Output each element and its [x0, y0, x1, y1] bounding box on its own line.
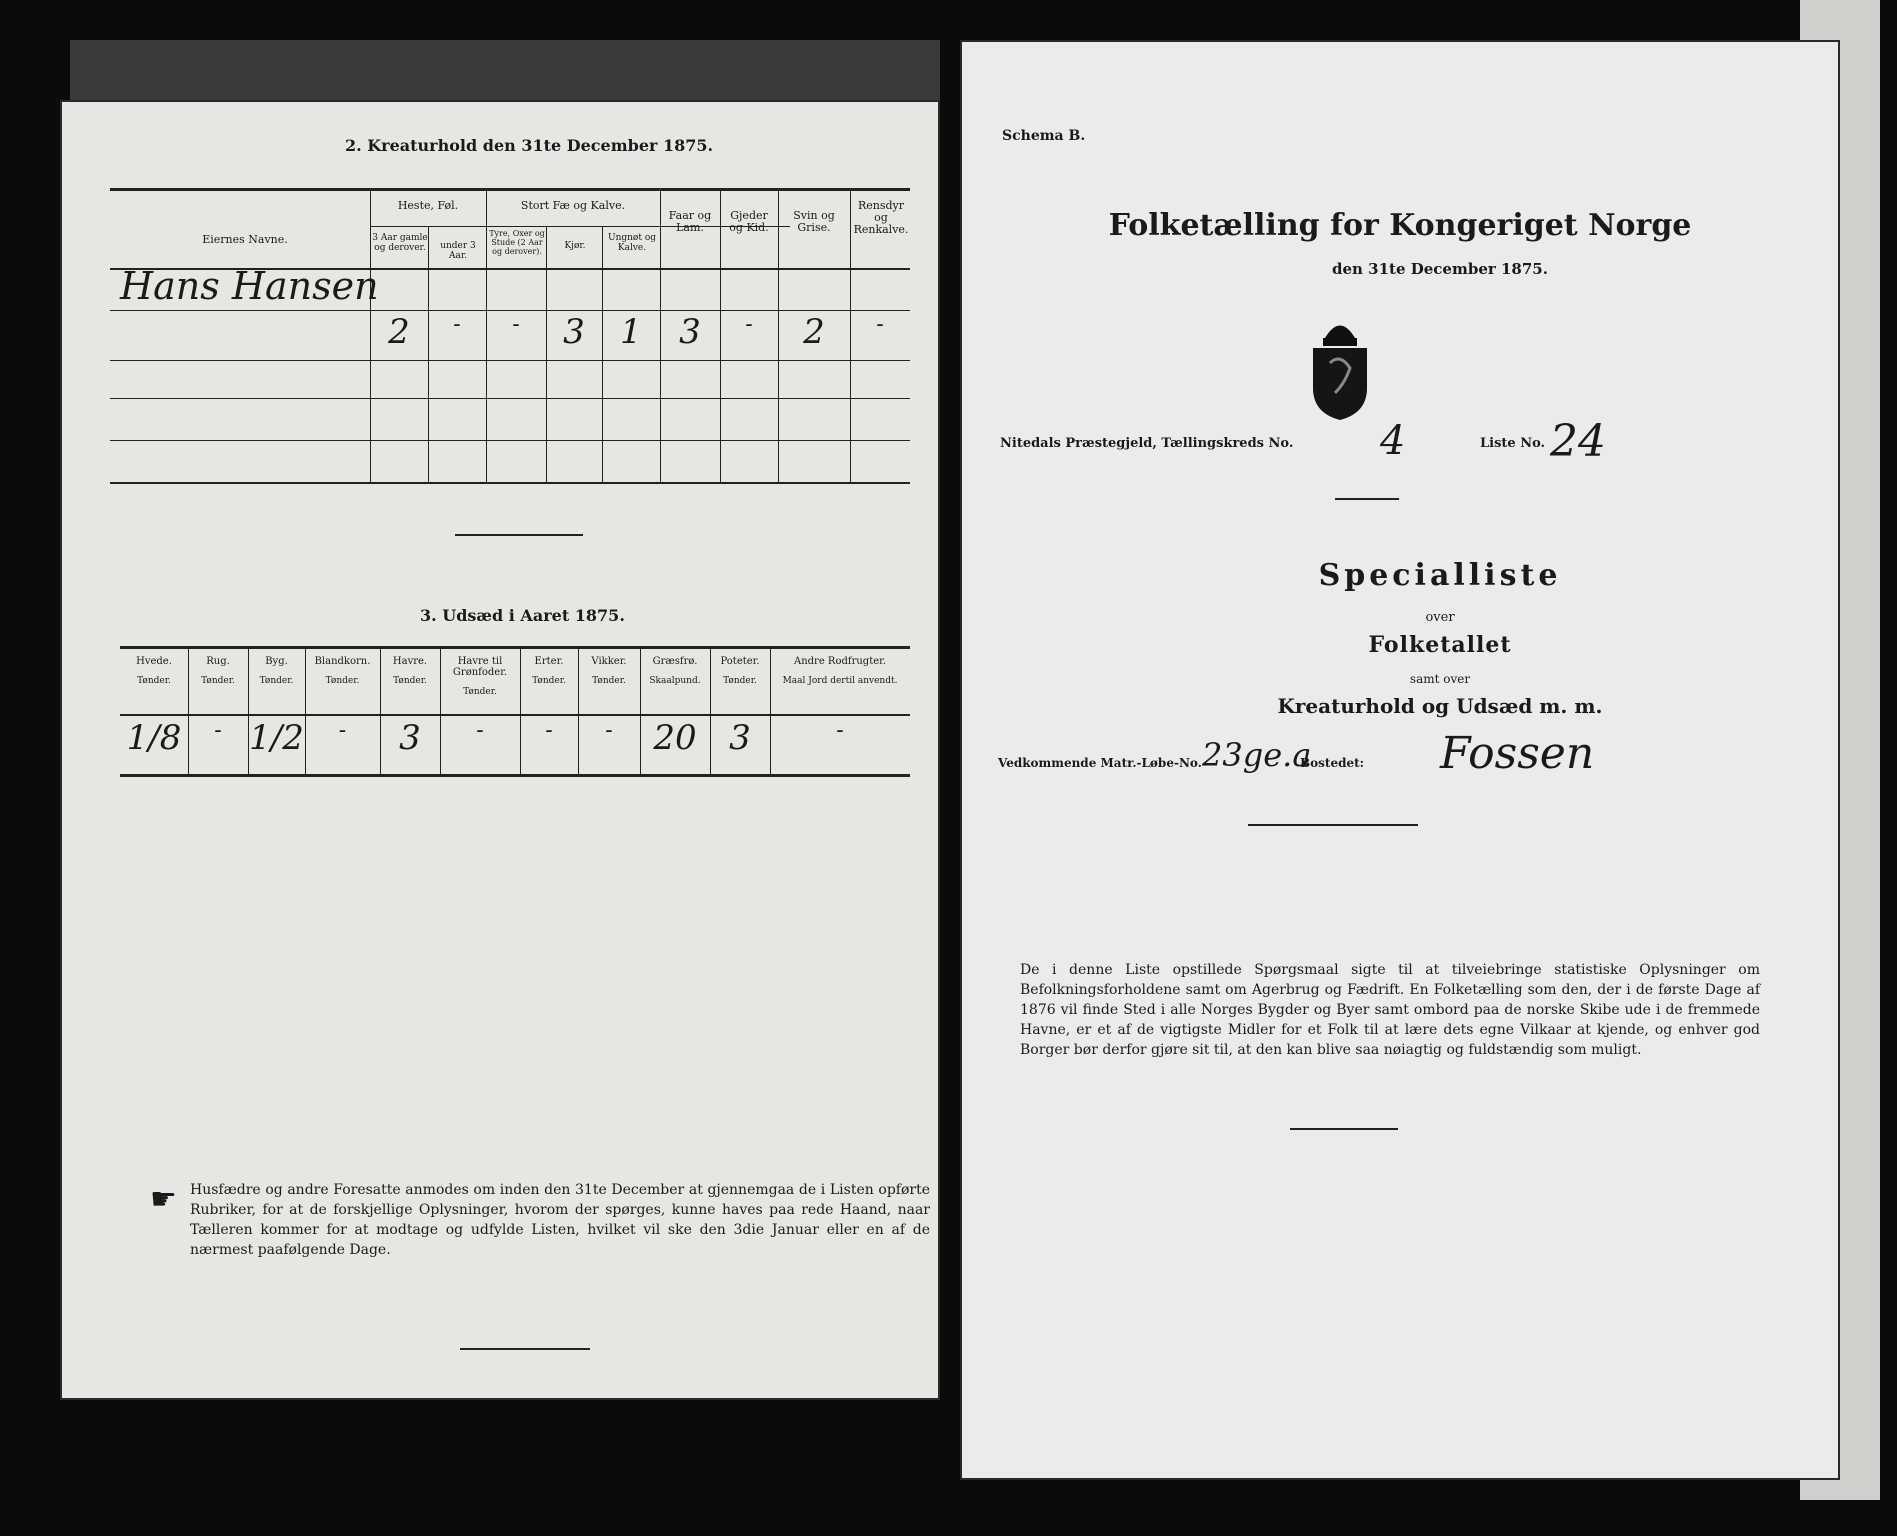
matr-label: Vedkommende Matr.-Løbe-No. [998, 756, 1202, 770]
crop-value: - [605, 718, 613, 743]
livestock-value: 2 [388, 312, 410, 352]
livestock-value: 1 [620, 312, 642, 352]
sub-header: under 3 Aar. [440, 241, 476, 261]
owner-header: Eiernes Navne. [202, 233, 288, 246]
crop-header [380, 656, 440, 687]
coat-of-arms-icon [1305, 308, 1375, 427]
crop-name: Havre. [392, 656, 428, 667]
pointing-hand-icon: ☛ [150, 1182, 177, 1217]
folketallet-label: Folketallet [1368, 632, 1512, 658]
crop-header [188, 656, 248, 687]
livestock-value: - [745, 312, 753, 337]
crop-name: Andre Rodfrugter. [793, 656, 886, 667]
crop-value: 3 [399, 718, 421, 758]
crop-header [520, 656, 578, 687]
crop-name: Hvede. [136, 656, 172, 667]
divider [455, 534, 583, 536]
crop-value: 1/2 [249, 718, 304, 758]
faar-header: Faar og Lam. [668, 209, 712, 235]
livestock-value: 3 [563, 312, 585, 352]
schema-label: Schema B. [1002, 128, 1086, 144]
crop-name: Erter. [534, 656, 564, 667]
crop-header [440, 656, 520, 698]
crop-value: 20 [653, 718, 697, 758]
crop-unit: Tønder. [137, 676, 171, 686]
census-title: Folketælling for Kongeriget Norge [1108, 208, 1692, 243]
sub-header: 3 Aar gamle og derover. [372, 233, 428, 253]
livestock-value: 2 [803, 312, 825, 352]
bostedet-label: Bostedet: [1300, 756, 1365, 770]
census-date: den 31te December 1875. [1332, 260, 1548, 278]
crop-unit: Tønder. [201, 676, 235, 686]
crop-header [248, 656, 305, 687]
crop-unit: Tønder. [463, 687, 497, 697]
crop-value: - [545, 718, 553, 743]
kreaturhold-label: Kreaturhold og Udsæd m. m. [1277, 694, 1603, 718]
parish-label: Nitedals Præstegjeld, Tællingskreds No. [1000, 436, 1294, 451]
end-divider [1290, 1128, 1398, 1130]
table-top-rule [110, 188, 910, 191]
right-page [960, 40, 1840, 1480]
livestock-value: - [876, 312, 884, 337]
crop-unit: Tønder. [592, 676, 626, 686]
sub-header: Tyre, Oxer og Stude (2 Aar og derover). [489, 229, 545, 256]
crop-name: Byg. [265, 656, 288, 667]
heste-header: Heste, Føl. [397, 199, 459, 212]
stort-header: Stort Fæ og Kalve. [520, 199, 626, 212]
gjeder-header: Gjeder og Kid. [729, 209, 769, 235]
section2-title: 2. Kreaturhold den 31te December 1875. [345, 136, 714, 155]
crop-header [305, 656, 380, 687]
crop-value: - [338, 718, 347, 743]
svin-header: Svin og Grise. [793, 209, 835, 235]
livestock-value: - [512, 312, 520, 337]
crop-unit: Tønder. [393, 676, 427, 686]
crop-name: Poteter. [720, 656, 760, 667]
sub-header: Kjør. [564, 241, 586, 251]
owner-name: Hans Hansen [120, 264, 379, 308]
intro-paragraph: De i denne Liste opstillede Spørgsmaal sigte til at tilveiebringe statistiske Oplysninger om Befolkningsforholdene samt om Agerbrug og Fædrift. En Folketælling som den, der i de første Dage af 1876 vil finde Sted i alle Norges Bygder og Byer samt ombord paa de norske Skibe ude i de fremmede Havne, er et af de vigtigste Midler for et Folk til at lære dets egne Vilkaar at kjende, og enhver god Borger bør derfor gjøre sit til, at den kan blive saa nøiagtig og fuldstændig som muligt. [1020, 962, 1760, 1058]
liste-label: Liste No. [1480, 436, 1546, 451]
specialliste-heading: Specialliste [1318, 558, 1562, 593]
crop-value: 1/8 [126, 718, 182, 758]
crop-name: Blandkorn. [314, 656, 371, 667]
liste-no: 24 [1550, 416, 1606, 467]
crop-header [710, 656, 770, 687]
crop-header [578, 656, 640, 687]
crop-header [640, 656, 710, 687]
footnote: Husfædre og andre Foresatte anmodes om inden den 31te December at gjennemgaa de i Listen opførte Rubriker, for at de forskjellige Oplysninger, hvorom der spørges, kunne haves paa rede Haand, naar Tælleren kommer for at modtage og udfylde Listen, hvilket vil ske den 3die Januar eller en af de nærmest paafølgende Dage. [190, 1182, 930, 1258]
crop-value: 3 [729, 718, 751, 758]
crop-unit: Maal Jord dertil anvendt. [782, 676, 898, 686]
rensdyr-header: Rensdyr og Renkalve. [853, 199, 909, 237]
crop-header [120, 656, 188, 687]
crop-unit: Tønder. [325, 676, 360, 686]
crop-value: - [214, 718, 222, 743]
short-divider [1335, 498, 1399, 500]
crop-value: - [836, 718, 844, 743]
kreds-no: 4 [1380, 418, 1406, 464]
crop-name: Vikker. [591, 656, 627, 667]
livestock-value: - [453, 312, 461, 337]
bottom-divider [460, 1348, 590, 1350]
crop-unit: Tønder. [532, 676, 566, 686]
crop-unit: Tønder. [259, 676, 294, 686]
left-page [60, 100, 940, 1400]
crop-name: Græsfrø. [652, 656, 698, 667]
crop-header [770, 656, 910, 687]
sub-header: Ungnøt og Kalve. [607, 233, 656, 253]
matr-no: 23ge.a [1202, 736, 1312, 774]
livestock-value: 3 [679, 312, 701, 352]
bostedet-value: Fossen [1440, 728, 1595, 779]
crop-unit: Skaalpund. [649, 676, 701, 686]
samt-over-label: samt over [1409, 672, 1471, 686]
crop-name: Havre til Grønfoder. [452, 656, 508, 678]
mid-divider [1248, 824, 1418, 826]
over-label: over [1425, 610, 1455, 625]
crop-value: - [476, 718, 484, 743]
crop-unit: Tønder. [723, 676, 757, 686]
crop-name: Rug. [206, 656, 230, 667]
parish-line [1000, 436, 1293, 451]
section3-title: 3. Udsæd i Aaret 1875. [420, 606, 625, 625]
